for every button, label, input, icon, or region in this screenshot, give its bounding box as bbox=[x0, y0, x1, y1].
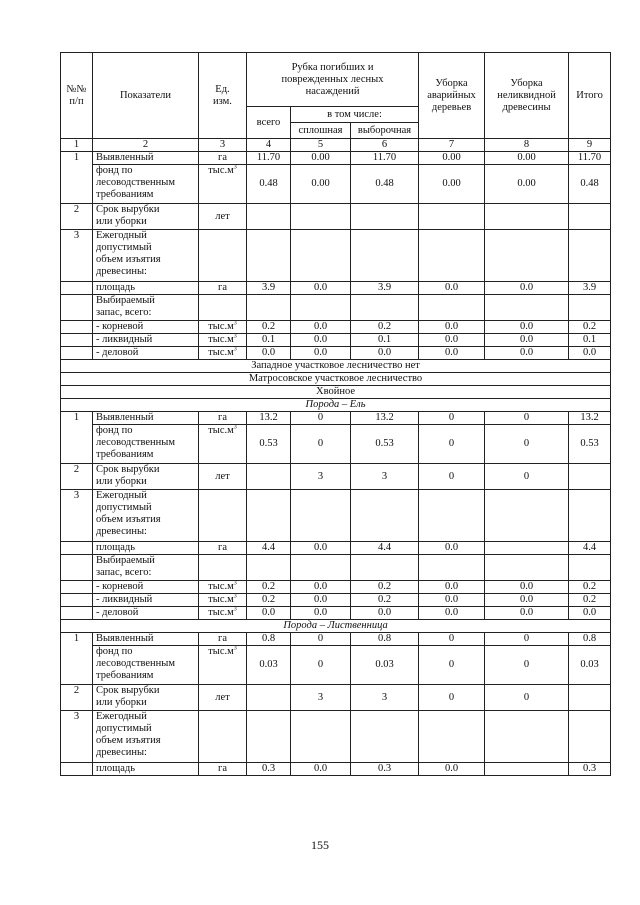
value-cell: 0.0 bbox=[569, 347, 611, 360]
empty-cell bbox=[351, 555, 419, 581]
empty-cell bbox=[569, 230, 611, 282]
row-label: фонд по лесоводственным требованиям bbox=[93, 646, 199, 685]
value-cell: 13.2 bbox=[569, 412, 611, 425]
value-cell bbox=[485, 542, 569, 555]
value-cell: 0.0 bbox=[291, 542, 351, 555]
row-label: - корневой bbox=[93, 581, 199, 594]
table-row bbox=[61, 607, 611, 620]
row-label: - деловой bbox=[93, 347, 199, 360]
value-cell: 4.4 bbox=[569, 542, 611, 555]
value-cell: 0.2 bbox=[351, 321, 419, 334]
unit-text: тыс.м bbox=[208, 646, 234, 657]
empty-cell bbox=[419, 555, 485, 581]
empty-cell bbox=[569, 555, 611, 581]
table-row bbox=[61, 321, 611, 334]
empty-cell bbox=[419, 295, 485, 321]
value-cell: 0.0 bbox=[351, 347, 419, 360]
value-cell: 0.0 bbox=[291, 334, 351, 347]
empty-cell bbox=[485, 230, 569, 282]
empty-cell bbox=[61, 347, 93, 360]
table-row bbox=[61, 152, 611, 165]
unit-superscript: 3 bbox=[233, 645, 237, 652]
empty-cell bbox=[61, 581, 93, 594]
empty-cell bbox=[199, 711, 247, 763]
value-cell: 0.3 bbox=[351, 763, 419, 776]
empty-cell bbox=[247, 230, 291, 282]
section-title: Порода – Ель bbox=[61, 399, 611, 412]
value-cell: 11.70 bbox=[569, 152, 611, 165]
value-cell: 0 bbox=[485, 633, 569, 646]
empty-cell bbox=[61, 594, 93, 607]
value-cell: 0.2 bbox=[247, 321, 291, 334]
value-cell: 4.4 bbox=[351, 542, 419, 555]
value-cell: 0.0 bbox=[485, 581, 569, 594]
value-cell: 3 bbox=[351, 685, 419, 711]
unit-cell: лет bbox=[199, 204, 247, 230]
value-cell: 4.4 bbox=[247, 542, 291, 555]
value-cell: 0.0 bbox=[485, 321, 569, 334]
value-cell: 0.2 bbox=[351, 594, 419, 607]
hdr-num: 9 bbox=[569, 139, 611, 152]
value-cell: 0 bbox=[419, 464, 485, 490]
row-label: Срок вырубки или уборки bbox=[93, 464, 199, 490]
value-cell bbox=[291, 204, 351, 230]
row-label: фонд по лесоводственным требованиям bbox=[93, 425, 199, 464]
empty-cell bbox=[247, 295, 291, 321]
value-cell bbox=[569, 204, 611, 230]
empty-cell bbox=[569, 295, 611, 321]
value-cell: 0 bbox=[485, 464, 569, 490]
value-cell bbox=[569, 464, 611, 490]
unit-superscript: 3 bbox=[233, 424, 237, 431]
unit-cell bbox=[199, 633, 247, 646]
unit-cell bbox=[199, 763, 247, 776]
empty-cell bbox=[247, 711, 291, 763]
unit-text: тыс.м bbox=[208, 165, 234, 176]
value-cell: 0.2 bbox=[351, 581, 419, 594]
hdr-num: 4 bbox=[247, 139, 291, 152]
row-label: - деловой bbox=[93, 607, 199, 620]
empty-cell bbox=[199, 490, 247, 542]
row-number: 1 bbox=[61, 412, 93, 464]
value-cell: 13.2 bbox=[247, 412, 291, 425]
value-cell: 0.0 bbox=[291, 581, 351, 594]
unit-cell bbox=[199, 542, 247, 555]
unit-cell bbox=[199, 347, 247, 360]
page-number: 155 bbox=[311, 838, 329, 852]
hdr-indicators: Показатели bbox=[93, 53, 199, 139]
row-number: 3 bbox=[61, 711, 93, 763]
row-label: - ликвидный bbox=[93, 594, 199, 607]
table-row bbox=[61, 620, 611, 633]
row-label: фонд по лесоводственным требованиям bbox=[93, 165, 199, 204]
empty-cell bbox=[247, 555, 291, 581]
table-row bbox=[61, 685, 611, 711]
section-title: Порода – Лиственница bbox=[61, 620, 611, 633]
empty-cell bbox=[419, 230, 485, 282]
value-cell: 3 bbox=[351, 464, 419, 490]
value-cell: 0.1 bbox=[247, 334, 291, 347]
value-cell: 0 bbox=[485, 685, 569, 711]
value-cell: 3 bbox=[291, 685, 351, 711]
hdr-nums bbox=[61, 139, 611, 152]
value-cell: 0.0 bbox=[485, 607, 569, 620]
empty-cell bbox=[61, 295, 93, 321]
unit-text: тыс.м bbox=[208, 334, 234, 345]
hdr-num: 8 bbox=[485, 139, 569, 152]
value-cell: 0 bbox=[485, 646, 569, 685]
value-cell: 0.48 bbox=[247, 165, 291, 204]
value-cell: 0.03 bbox=[569, 646, 611, 685]
table-header bbox=[61, 53, 611, 152]
table-row bbox=[61, 555, 611, 581]
value-cell: 0.0 bbox=[419, 607, 485, 620]
row-label: Срок вырубки или уборки bbox=[93, 685, 199, 711]
value-cell: 0.0 bbox=[419, 347, 485, 360]
value-cell: 0.0 bbox=[291, 594, 351, 607]
unit-text: тыс.м bbox=[208, 581, 234, 592]
value-cell: 0.03 bbox=[351, 646, 419, 685]
table-body bbox=[61, 152, 611, 776]
value-cell: 0.1 bbox=[569, 334, 611, 347]
empty-cell bbox=[419, 490, 485, 542]
unit-text: тыс.м bbox=[208, 425, 234, 436]
empty-cell bbox=[485, 555, 569, 581]
unit-superscript: 3 bbox=[233, 320, 237, 327]
row-number: 2 bbox=[61, 204, 93, 230]
hdr-num: 1 bbox=[61, 139, 93, 152]
unit-superscript: 3 bbox=[233, 346, 237, 353]
empty-cell bbox=[61, 607, 93, 620]
value-cell: 0.0 bbox=[569, 607, 611, 620]
hdr-unit: Ед. изм. bbox=[199, 53, 247, 139]
unit-text: тыс.м bbox=[208, 347, 234, 358]
unit-text: га bbox=[218, 152, 227, 163]
value-cell: 0.0 bbox=[291, 607, 351, 620]
value-cell: 0.3 bbox=[247, 763, 291, 776]
empty-cell bbox=[61, 334, 93, 347]
empty-cell bbox=[291, 490, 351, 542]
table-row bbox=[61, 373, 611, 386]
table-row bbox=[61, 490, 611, 542]
row-label: - корневой bbox=[93, 321, 199, 334]
value-cell: 11.70 bbox=[247, 152, 291, 165]
unit-cell bbox=[199, 282, 247, 295]
row-label: Выявленный bbox=[93, 412, 199, 425]
row-number: 1 bbox=[61, 152, 93, 204]
value-cell bbox=[569, 685, 611, 711]
value-cell: 0.0 bbox=[419, 763, 485, 776]
table-row bbox=[61, 295, 611, 321]
row-number: 3 bbox=[61, 230, 93, 282]
row-label: Ежегодный допустимый объем изъятия древесины: bbox=[93, 490, 199, 542]
empty-cell bbox=[61, 542, 93, 555]
row-label: площадь bbox=[93, 282, 199, 295]
empty-cell bbox=[291, 711, 351, 763]
empty-cell bbox=[199, 295, 247, 321]
value-cell: 0.8 bbox=[351, 633, 419, 646]
value-cell bbox=[247, 204, 291, 230]
row-label: Выявленный bbox=[93, 633, 199, 646]
empty-cell bbox=[61, 555, 93, 581]
value-cell: 0.0 bbox=[485, 594, 569, 607]
unit-cell bbox=[199, 321, 247, 334]
unit-superscript: 3 bbox=[233, 606, 237, 613]
unit-superscript: 3 bbox=[233, 164, 237, 171]
value-cell: 0 bbox=[291, 633, 351, 646]
unit-cell bbox=[199, 412, 247, 425]
value-cell: 0 bbox=[291, 646, 351, 685]
value-cell: 0.0 bbox=[485, 334, 569, 347]
unit-cell bbox=[199, 646, 247, 685]
empty-cell bbox=[247, 490, 291, 542]
value-cell: 0.0 bbox=[291, 763, 351, 776]
empty-cell bbox=[61, 321, 93, 334]
value-cell: 0.2 bbox=[247, 594, 291, 607]
value-cell: 3 bbox=[291, 464, 351, 490]
table-row bbox=[61, 646, 611, 685]
hdr-itogo: Итого bbox=[569, 53, 611, 139]
section-title: Матросовское участковое лесничество bbox=[61, 373, 611, 386]
row-label: Выявленный bbox=[93, 152, 199, 165]
unit-text: тыс.м bbox=[208, 321, 234, 332]
value-cell: 0.00 bbox=[291, 152, 351, 165]
value-cell: 0.0 bbox=[247, 347, 291, 360]
empty-cell bbox=[291, 230, 351, 282]
value-cell bbox=[485, 204, 569, 230]
value-cell: 0.48 bbox=[351, 165, 419, 204]
empty-cell bbox=[419, 711, 485, 763]
unit-text: га bbox=[218, 763, 227, 774]
value-cell: 11.70 bbox=[351, 152, 419, 165]
hdr-num: 3 bbox=[199, 139, 247, 152]
row-number: 1 bbox=[61, 633, 93, 685]
row-label: площадь bbox=[93, 542, 199, 555]
table-row bbox=[61, 425, 611, 464]
value-cell: 0 bbox=[419, 412, 485, 425]
value-cell: 3.9 bbox=[569, 282, 611, 295]
value-cell: 0.2 bbox=[569, 581, 611, 594]
unit-cell bbox=[199, 334, 247, 347]
value-cell: 0.00 bbox=[419, 165, 485, 204]
empty-cell bbox=[199, 555, 247, 581]
unit-text: га bbox=[218, 412, 227, 423]
value-cell: 0.0 bbox=[419, 581, 485, 594]
table-row bbox=[61, 711, 611, 763]
value-cell: 0.0 bbox=[419, 282, 485, 295]
value-cell: 0 bbox=[291, 412, 351, 425]
value-cell: 0.48 bbox=[569, 165, 611, 204]
unit-text: тыс.м bbox=[208, 607, 234, 618]
table-row bbox=[61, 542, 611, 555]
table-row bbox=[61, 204, 611, 230]
value-cell bbox=[485, 763, 569, 776]
empty-cell bbox=[351, 711, 419, 763]
unit-superscript: 3 bbox=[233, 593, 237, 600]
empty-cell bbox=[485, 711, 569, 763]
value-cell: 0.0 bbox=[419, 542, 485, 555]
empty-cell bbox=[291, 555, 351, 581]
table-row bbox=[61, 165, 611, 204]
forest-table bbox=[60, 52, 611, 776]
table-row bbox=[61, 594, 611, 607]
value-cell bbox=[247, 685, 291, 711]
value-cell: 0.0 bbox=[351, 607, 419, 620]
table-row bbox=[61, 230, 611, 282]
value-cell: 0.00 bbox=[291, 165, 351, 204]
unit-cell bbox=[199, 152, 247, 165]
value-cell bbox=[351, 204, 419, 230]
value-cell: 0.8 bbox=[569, 633, 611, 646]
hdr-num: 7 bbox=[419, 139, 485, 152]
value-cell: 0.0 bbox=[485, 282, 569, 295]
value-cell: 0.0 bbox=[291, 321, 351, 334]
empty-cell bbox=[351, 295, 419, 321]
hdr-illiquid: Уборка неликвидной древесины bbox=[485, 53, 569, 139]
row-label: площадь bbox=[93, 763, 199, 776]
value-cell: 0 bbox=[485, 412, 569, 425]
unit-text: тыс.м bbox=[208, 594, 234, 605]
hdr-selective: выборочная bbox=[351, 123, 419, 139]
table-row bbox=[61, 347, 611, 360]
unit-cell: лет bbox=[199, 464, 247, 490]
hdr-num: 2 bbox=[93, 139, 199, 152]
table-row bbox=[61, 464, 611, 490]
hdr-num: 6 bbox=[351, 139, 419, 152]
value-cell: 0.2 bbox=[569, 594, 611, 607]
hdr-clear: сплошная bbox=[291, 123, 351, 139]
empty-cell bbox=[569, 490, 611, 542]
section-title: Хвойное bbox=[61, 386, 611, 399]
row-label: Выбираемый запас, всего: bbox=[93, 295, 199, 321]
value-cell bbox=[419, 204, 485, 230]
value-cell: 0.2 bbox=[247, 581, 291, 594]
row-label: Выбираемый запас, всего: bbox=[93, 555, 199, 581]
value-cell: 0 bbox=[419, 633, 485, 646]
empty-cell bbox=[61, 763, 93, 776]
value-cell: 0.1 bbox=[351, 334, 419, 347]
value-cell: 0.2 bbox=[569, 321, 611, 334]
value-cell: 3.9 bbox=[351, 282, 419, 295]
hdr-emergency: Уборка аварийных деревьев bbox=[419, 53, 485, 139]
value-cell: 0.0 bbox=[291, 347, 351, 360]
hdr-incl: в том числе: bbox=[291, 107, 419, 123]
value-cell: 3.9 bbox=[247, 282, 291, 295]
value-cell: 0.0 bbox=[419, 321, 485, 334]
unit-cell bbox=[199, 425, 247, 464]
value-cell: 0.3 bbox=[569, 763, 611, 776]
value-cell: 0.00 bbox=[419, 152, 485, 165]
table-row bbox=[61, 763, 611, 776]
value-cell: 0.00 bbox=[485, 165, 569, 204]
empty-cell bbox=[351, 490, 419, 542]
unit-superscript: 3 bbox=[233, 580, 237, 587]
row-label: - ликвидный bbox=[93, 334, 199, 347]
empty-cell bbox=[351, 230, 419, 282]
row-number: 3 bbox=[61, 490, 93, 542]
value-cell: 0.0 bbox=[419, 334, 485, 347]
value-cell: 0.03 bbox=[247, 646, 291, 685]
empty-cell bbox=[569, 711, 611, 763]
empty-cell bbox=[61, 282, 93, 295]
table-row bbox=[61, 360, 611, 373]
hdr-no: №№ п/п bbox=[61, 53, 93, 139]
value-cell: 0 bbox=[419, 425, 485, 464]
value-cell: 0 bbox=[291, 425, 351, 464]
value-cell: 0.8 bbox=[247, 633, 291, 646]
value-cell: 0.53 bbox=[569, 425, 611, 464]
unit-cell bbox=[199, 594, 247, 607]
row-number: 2 bbox=[61, 685, 93, 711]
table-row bbox=[61, 334, 611, 347]
unit-superscript: 3 bbox=[233, 333, 237, 340]
unit-text: га bbox=[218, 282, 227, 293]
table-row bbox=[61, 633, 611, 646]
value-cell: 0.00 bbox=[485, 152, 569, 165]
hdr-felling: Рубка погибших и поврежденных лесных насаждений bbox=[247, 53, 419, 107]
value-cell: 0.53 bbox=[351, 425, 419, 464]
unit-text: га bbox=[218, 542, 227, 553]
empty-cell bbox=[199, 230, 247, 282]
value-cell: 0.0 bbox=[485, 347, 569, 360]
value-cell: 0 bbox=[485, 425, 569, 464]
table-row bbox=[61, 282, 611, 295]
value-cell bbox=[247, 464, 291, 490]
empty-cell bbox=[485, 295, 569, 321]
unit-text: га bbox=[218, 633, 227, 644]
row-label: Срок вырубки или уборки bbox=[93, 204, 199, 230]
unit-cell: лет bbox=[199, 685, 247, 711]
table-row bbox=[61, 412, 611, 425]
section-title: Западное участковое лесничество нет bbox=[61, 360, 611, 373]
value-cell: 0.53 bbox=[247, 425, 291, 464]
table-row bbox=[61, 399, 611, 412]
hdr-total-all: всего bbox=[247, 107, 291, 139]
value-cell: 0.0 bbox=[247, 607, 291, 620]
row-number: 2 bbox=[61, 464, 93, 490]
value-cell: 0.0 bbox=[419, 594, 485, 607]
row-label: Ежегодный допустимый объем изъятия древесины: bbox=[93, 230, 199, 282]
hdr-num: 5 bbox=[291, 139, 351, 152]
empty-cell bbox=[485, 490, 569, 542]
row-label: Ежегодный допустимый объем изъятия древесины: bbox=[93, 711, 199, 763]
table-row bbox=[61, 386, 611, 399]
value-cell: 13.2 bbox=[351, 412, 419, 425]
value-cell: 0.0 bbox=[291, 282, 351, 295]
value-cell: 0 bbox=[419, 685, 485, 711]
unit-cell bbox=[199, 165, 247, 204]
value-cell: 0 bbox=[419, 646, 485, 685]
unit-cell bbox=[199, 581, 247, 594]
empty-cell bbox=[291, 295, 351, 321]
table-row bbox=[61, 581, 611, 594]
unit-cell bbox=[199, 607, 247, 620]
